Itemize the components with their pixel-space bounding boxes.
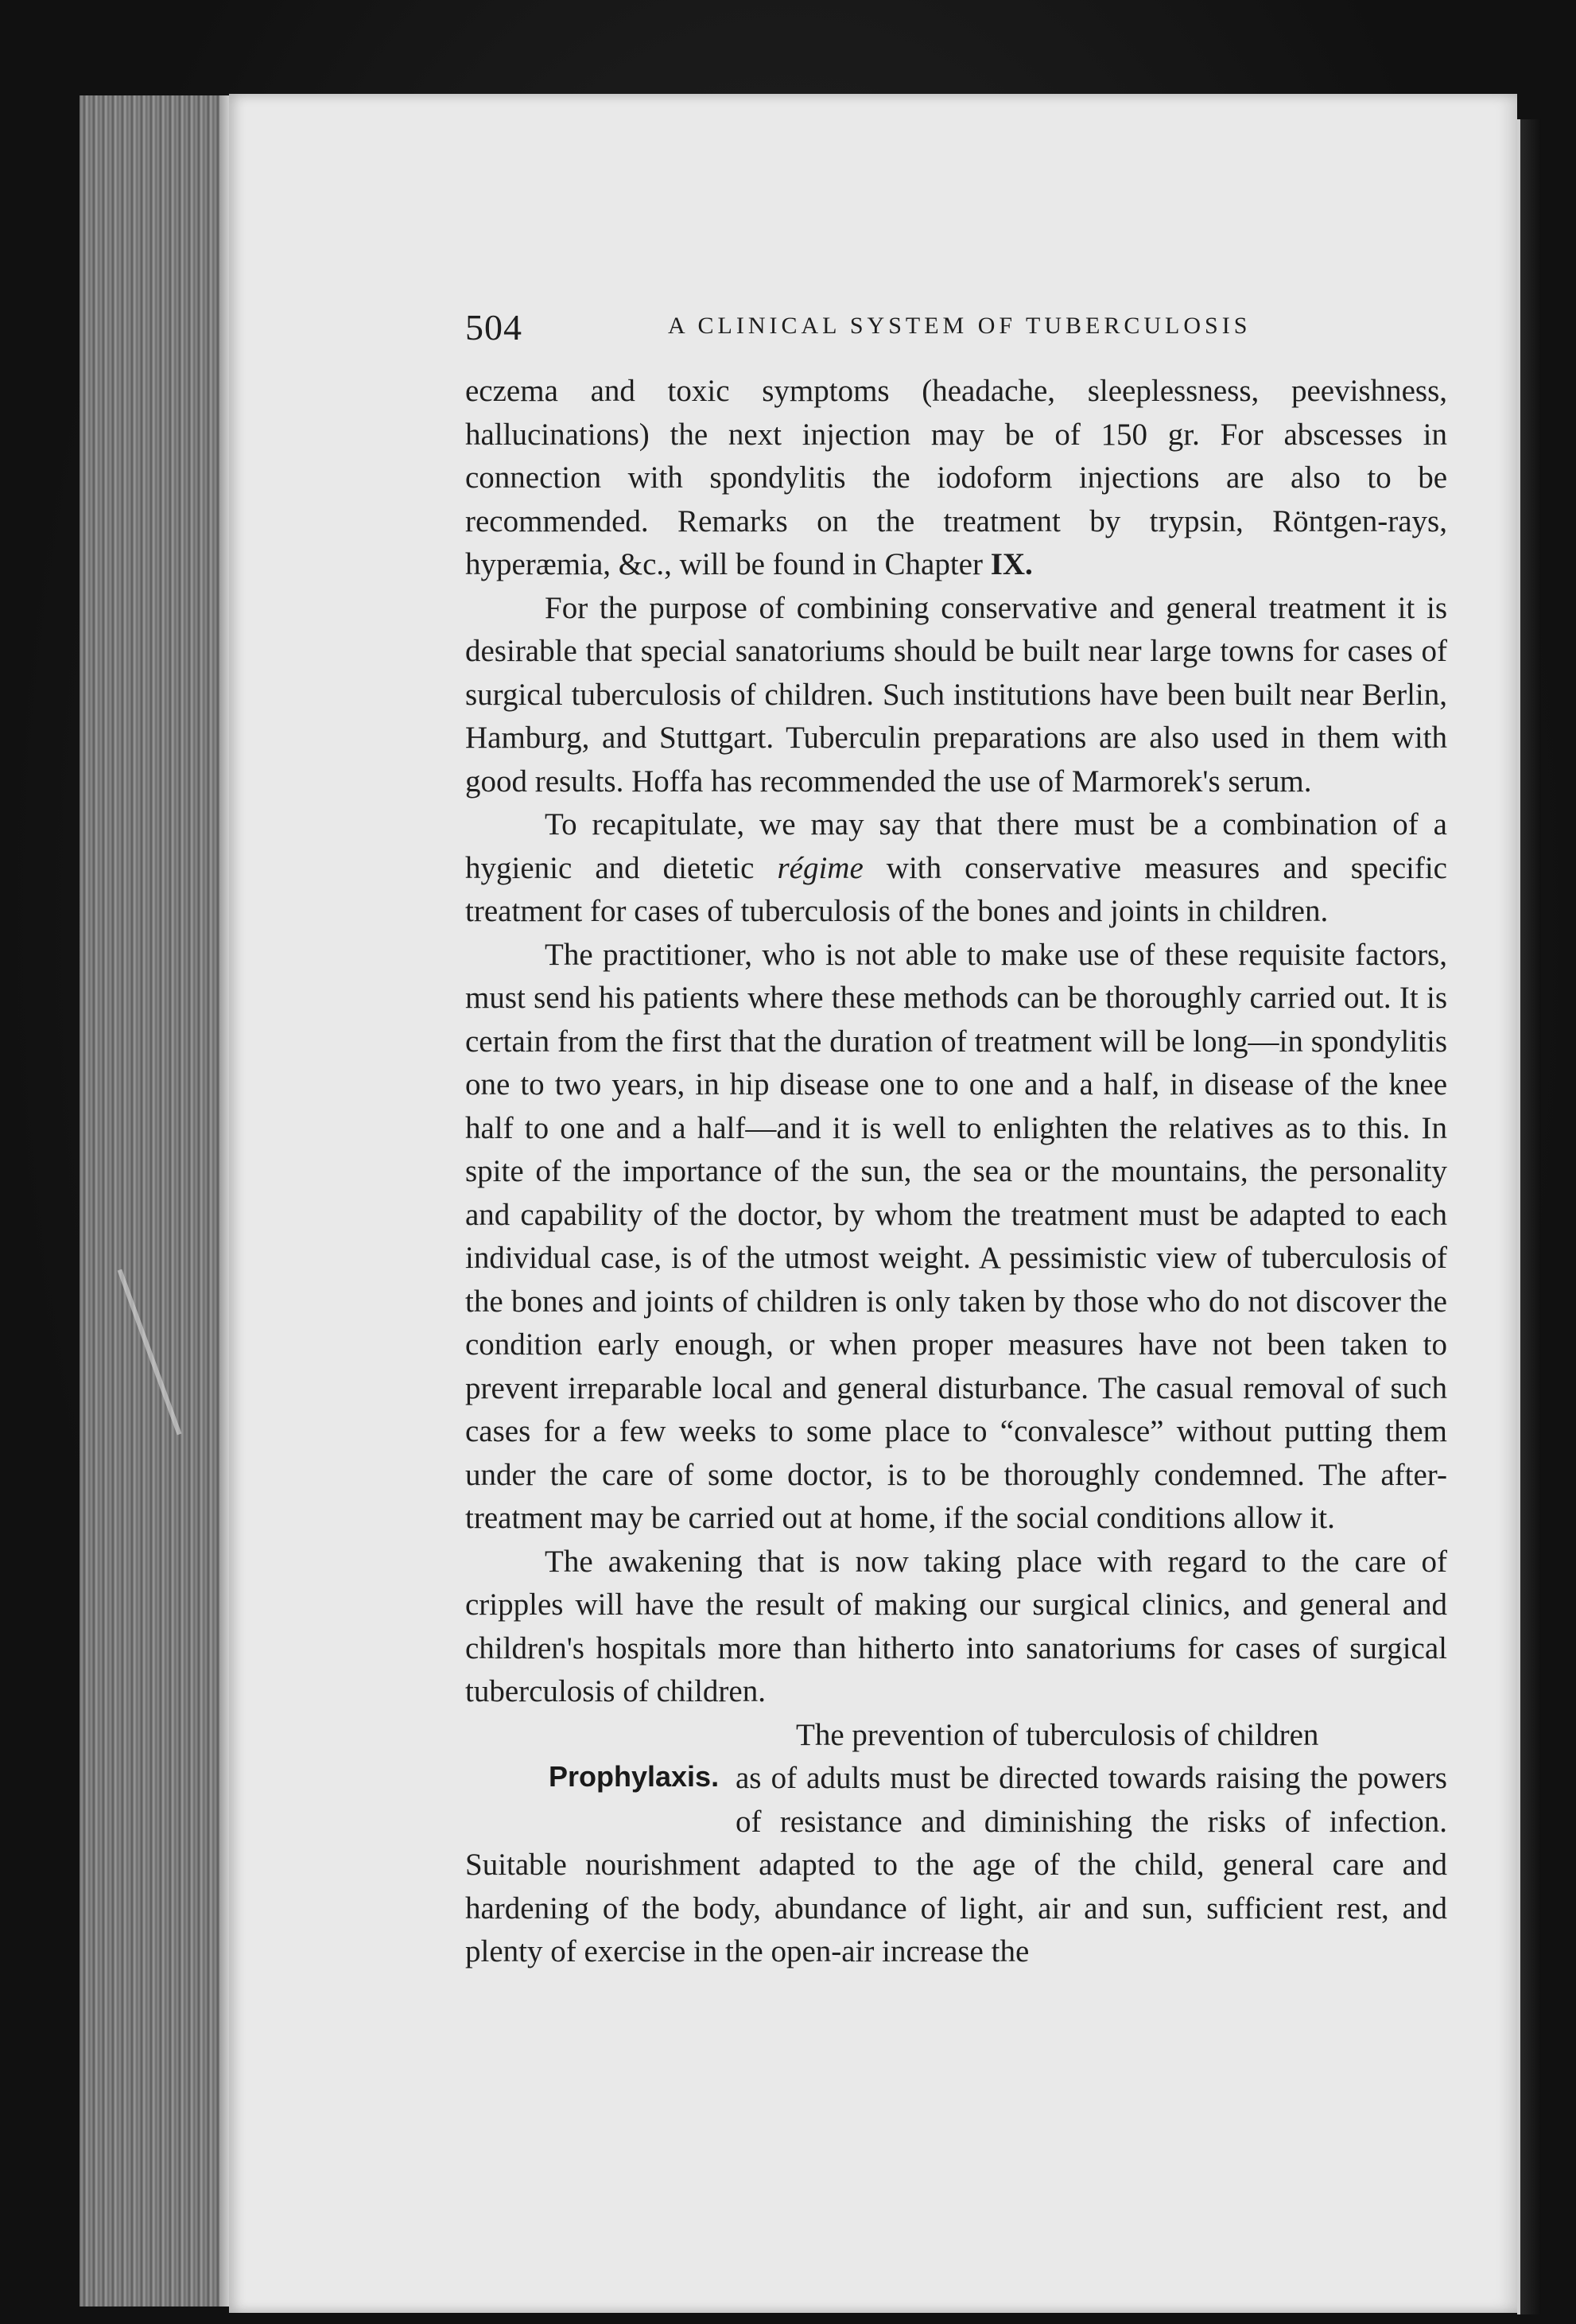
- facing-page-edge: [1517, 119, 1541, 2314]
- paragraph-3: [465, 803, 1447, 934]
- regime-italic: régime: [777, 850, 864, 885]
- paragraph-3-text-a: To recapitulate, we may say that there must be a combination of a hygienic and dietetic: [465, 807, 1447, 885]
- paragraph-4: The practitioner, who is not able to make use of these requisite factors, must send his patients where these methods can be thoroughly carried out. It is certain from the first that the duration of treatment will be long—in spondylitis one to two years, in hip disease one to one and a half, in disease of the knee half to one and a half—and it is well to enlighten the relatives as to this. In spite of the importance of the sun, the sea or the mountains, the personality and capability of the doctor, by whom the treatment must be adapted to each individual case, is of the utmost weight. A pessimistic view of tuberculosis of the bones and joints of children is only taken by those who do not discover the condition early enough, or when proper measures have not been taken to prevent irreparable local and general disturbance. The casual removal of such cases for a few weeks to some place to “convalesce” without putting them under the care of some doctor, is to be thoroughly condemned. The after-treatment may be carried out at home, if the social conditions allow it.: [465, 937, 1447, 1535]
- book-page-edges: [80, 95, 231, 2307]
- paragraph-5: The awakening that is now taking place with regard to the care of cripples will have the result of making our surgical clinics, and general and children's hospitals more than hitherto into sanatoriums for cases of surgical tuberculosis of children.: [465, 1544, 1447, 1708]
- prophylaxis-section: [465, 1714, 1447, 1974]
- prophylaxis-side-heading: Prophylaxis.: [549, 1760, 720, 1793]
- chapter-reference: IX.: [990, 547, 1033, 581]
- page-header: [465, 306, 1447, 354]
- paragraph-2: For the purpose of combining conservative and general treatment it is desirable that special sanatoriums should be built near large towns for cases of surgical tuberculosis of children. Such institutions have been built near Berlin, Hamburg, and Stuttgart. Tuberculin preparations are also used in them with good results. Hoffa has recommended the use of Marmorek's serum.: [465, 590, 1447, 799]
- body-text: [465, 370, 1447, 1974]
- paragraph-1: [465, 370, 1447, 587]
- prophylaxis-paragraph: as of adults must be directed towards raising the powers of resistance and diminishing the risks of infection. Suitable nourishment adapted to the age of the child, general care and hardening of the body, abundance of light, air and sun, sufficient rest, and plenty of exercise in the open-air increase the: [465, 1761, 1447, 1968]
- prophylaxis-lead-in: The prevention of tuberculosis of children: [796, 1717, 1319, 1752]
- paragraph-3-text-b: with conservative measures and specific treatment for cases of tuberculosis of the bones and joints in children.: [465, 850, 1447, 928]
- page-number: 504: [465, 307, 522, 348]
- paragraph-1-text: eczema and toxic symptoms (headache, sleeplessness, peevishness, hallucinations) the next injection may be of 150 gr. For abscesses in connection with spondylitis the iodoform injections are also to be recommended. Remarks on the treatment by trypsin, Röntgen-rays, hyperæmia, &c., will be found in Chapter: [465, 374, 1447, 581]
- running-head: A CLINICAL SYSTEM OF TUBERCULOSIS: [668, 313, 1252, 339]
